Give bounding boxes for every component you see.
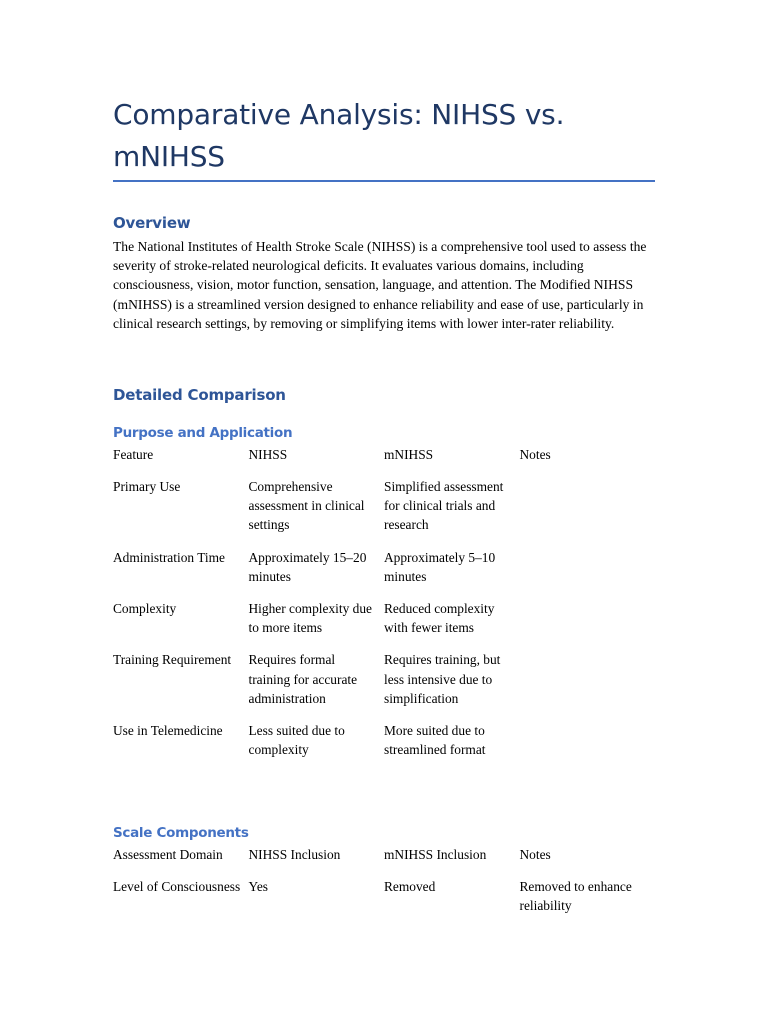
overview-heading: Overview bbox=[113, 214, 191, 232]
table-cell: Training Requirement bbox=[113, 652, 232, 668]
purpose-application-heading: Purpose and Application bbox=[113, 425, 293, 441]
detailed-comparison-heading: Detailed Comparison bbox=[113, 386, 286, 404]
table-cell bbox=[520, 599, 656, 650]
table-cell: Complexity bbox=[113, 601, 177, 617]
table-cell: More suited due to streamlined format bbox=[384, 723, 486, 758]
table-cell: Higher complexity due to more items bbox=[248, 601, 372, 636]
table-cell: Approximately 15–20 minutes bbox=[248, 549, 367, 584]
table-cell: Requires training, but less intensive due to simplification bbox=[384, 652, 501, 706]
column-header-mnihss: mNIHSS bbox=[384, 447, 434, 462]
table-cell: Level of Consciousness bbox=[113, 879, 241, 894]
table-cell: Removed to enhance reliability bbox=[519, 879, 632, 914]
document-title: Comparative Analysis: NIHSS vs. mNIHSS bbox=[113, 98, 565, 173]
table-cell: Requires formal training for accurate administration bbox=[248, 652, 358, 706]
column-header-notes: Notes bbox=[519, 847, 551, 862]
table-row bbox=[113, 548, 655, 599]
scale-components-table bbox=[113, 845, 655, 928]
table-cell: Less suited due to complexity bbox=[248, 723, 345, 758]
table-cell: Primary Use bbox=[113, 479, 181, 494]
table-cell: Approximately 5–10 minutes bbox=[384, 549, 496, 584]
column-header-assessment-domain: Assessment Domain bbox=[113, 847, 223, 862]
table-row bbox=[113, 650, 655, 721]
table-row bbox=[113, 877, 655, 928]
table-row bbox=[113, 477, 655, 548]
table-cell bbox=[520, 548, 656, 599]
column-header-nihss-inclusion: NIHSS Inclusion bbox=[248, 847, 341, 862]
table-row bbox=[113, 599, 655, 650]
column-header-nihss: NIHSS bbox=[248, 447, 288, 462]
table-row bbox=[113, 721, 655, 772]
table-cell: Simplified assessment for clinical trials and research bbox=[384, 479, 504, 533]
column-header-mnihss-inclusion: mNIHSS Inclusion bbox=[384, 847, 487, 862]
table-header-row bbox=[113, 845, 655, 877]
overview-paragraph: The National Institutes of Health Stroke Scale (NIHSS) is a comprehensive tool used to assess the severity of stroke-related neurological deficits. It evaluates various domains, including consciousness, vision, motor function, sensation, language, and attention. The Modified NIHSS (mNIHSS) is a streamlined version designed to enhance reliability and ease of use, particularly in clinical research settings, by removing or simplifying items with lower inter-rater reliability. bbox=[113, 239, 647, 331]
table-cell bbox=[520, 650, 656, 721]
table-cell: Removed bbox=[384, 879, 436, 894]
table-cell: Administration Time bbox=[113, 549, 225, 565]
purpose-application-table bbox=[113, 445, 655, 772]
title-underline bbox=[113, 180, 655, 182]
table-cell: Reduced complexity with fewer items bbox=[384, 601, 495, 636]
table-cell: Use in Telemedicine bbox=[113, 723, 223, 739]
scale-components-heading: Scale Components bbox=[113, 825, 249, 841]
column-header-notes: Notes bbox=[519, 447, 551, 462]
column-header-feature: Feature bbox=[113, 447, 154, 462]
table-cell bbox=[520, 721, 656, 772]
table-cell: Yes bbox=[248, 879, 268, 894]
table-cell: Comprehensive assessment in clinical settings bbox=[248, 479, 365, 533]
table-header-row bbox=[113, 445, 655, 477]
table-cell bbox=[520, 477, 656, 548]
